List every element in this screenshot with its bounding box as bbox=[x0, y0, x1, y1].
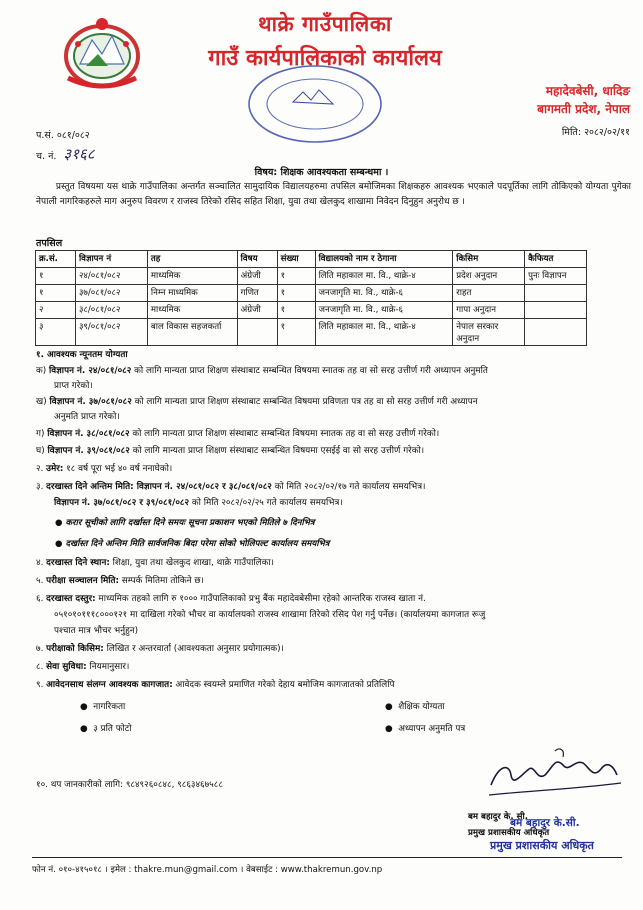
table-cell: १ bbox=[277, 319, 315, 346]
reference-ps: प.सं. ०८१/०८२ bbox=[36, 130, 90, 141]
table-cell: १ bbox=[36, 268, 76, 285]
col-header: कैफियत bbox=[525, 251, 587, 268]
exam-date: ५. परीक्षा सञ्चालन मिति: सम्पर्क मितिमा तोकिने छ। bbox=[36, 576, 204, 586]
reference-cn: च. नं. ३१६८ bbox=[36, 145, 95, 163]
col-header: विज्ञापन नं bbox=[75, 251, 147, 268]
table-row bbox=[36, 268, 587, 285]
government-emblem bbox=[58, 14, 146, 94]
handwritten-signature bbox=[485, 745, 625, 805]
table-cell bbox=[525, 319, 587, 346]
application-fee: ६. दरखास्त दस्तुर: माध्यमिक तहको लागि रु १००० गाउँपालिकाको प्रभु बैंक महादेवबेसीमा रहेको आन्तरिक राजस्व खाता नं. bbox=[36, 594, 426, 604]
office-seal bbox=[245, 62, 385, 146]
notice-contract-list: ● करार सूचीको लागि दर्खास्त दिने समयः सूचना प्रकाशन भएको मितिले ७ दिनभित्र bbox=[55, 518, 315, 528]
header-office: गाउँ कार्यपालिकाको कार्यालय bbox=[208, 46, 442, 71]
col-header: संख्या bbox=[277, 251, 315, 268]
header-municipality: थाक्रे गाउँपालिका bbox=[258, 12, 392, 36]
stamp-title: प्रमुख प्रशासकीय अधिकृत bbox=[490, 839, 594, 852]
document-item: ● नागरिकता bbox=[80, 702, 126, 712]
handwritten-dispatch-number: ३१६८ bbox=[63, 145, 95, 163]
table-cell: ३७/०८१/०८२ bbox=[75, 285, 147, 302]
address-line-2: बागमती प्रदेश, नेपाल bbox=[537, 102, 630, 116]
table-cell: बाल विकास सहजकर्ता bbox=[147, 319, 237, 346]
table-cell: पुनः विज्ञापन bbox=[525, 268, 587, 285]
intro-paragraph: प्रस्तुत विषयमा यस थाक्रे गाउँपालिका अन्तर्गत सञ्चालित सामुदायिक विद्यालयहरुमा तपसिल बमोजिमका शिक्षकहरु आवश्यक भएकाले पदपूर्तिका लागि तोकिएको योग्यता पुगेका नेपाली नागरिकहरुले माग अनुरुप विवरण र राजस्व तिरेको रसिद सहित शिक्षा, युवा तथा खेलकुद शाखामा निवेदन दिनुहुन अनुरोध छ । bbox=[36, 182, 631, 207]
required-documents: ९. आवेदनसाथ संलग्न आवश्यक कागजात: आवेदक स्वयम्ले प्रमाणित गरेको देहाय बमोजिम कागजातको प्रतिलिपि bbox=[36, 680, 395, 690]
notice-holiday: ● दर्खास्त दिने अन्तिम मिति सार्वजनिक बिदा परेमा सोको भोलिपल्ट कार्यालय समयभित्र bbox=[55, 539, 330, 549]
col-header: विषय bbox=[237, 251, 277, 268]
table-cell bbox=[525, 285, 587, 302]
signatory-name: बम बहादुर के. सी. bbox=[468, 812, 528, 822]
contact-info: १०. थप जानकारीको लागि: ९८४९२६०८४८, ९८६३४६७५८८ bbox=[36, 780, 223, 790]
deadline-line-1: ३. दरखास्त दिने अन्तिम मिति: विज्ञापन नं. २४/०८१/०८२ र ३८/०८१/०८२ को मिति २०८२/०२/१७ गते कार्यालय समयभित्र। bbox=[36, 482, 426, 492]
exam-type: ७. परीक्षाको किसिम: लिखित र अन्तरवार्ता (आवश्यकता अनुसार प्रयोगात्मक)। bbox=[36, 644, 284, 654]
table-cell: गणित bbox=[237, 285, 277, 302]
vacancy-table bbox=[35, 250, 587, 346]
table-cell: माध्यमिक bbox=[147, 302, 237, 319]
letter-date: मिति: २०८२/०२/११ bbox=[561, 127, 630, 138]
col-header: किसिम bbox=[453, 251, 525, 268]
table-cell: निम्न माध्यमिक bbox=[147, 285, 237, 302]
table-cell: लिति महाकाल मा. वि., थाक्रे-४ bbox=[315, 268, 453, 285]
application-place: ४. दरखास्त दिने स्थान: शिक्षा, युवा तथा खेलकुद शाखा, थाक्रे गाउँपालिका। bbox=[36, 558, 274, 568]
application-fee-cont: ०५१०१०१११८०००१२१ मा दाखिला गरेको भौचर वा कार्यालयको राजस्व शाखामा तिरेको रसिद पेश गर्नु पर्नेछ। (कार्यालयमा कागजात रूजु bbox=[54, 610, 486, 620]
document-item: ● अध्यापन अनुमति पत्र bbox=[385, 724, 466, 734]
table-cell: १ bbox=[277, 268, 315, 285]
table-cell: नेपाल सरकार अनुदान bbox=[453, 319, 525, 346]
table-header-row bbox=[36, 251, 587, 268]
facility: ८. सेवा सुविधा: नियमानुसार। bbox=[36, 662, 130, 672]
footer-contact: फोन नं. ०१०-४१५०१८ । इमेल : thakre.mun@gmail.com । वेबसाईट : www.thakremun.gov.np bbox=[32, 857, 622, 875]
application-fee-cont2: पश्चात मात्र भौचर भर्नुहुन) bbox=[54, 626, 139, 636]
table-row bbox=[36, 285, 587, 302]
table-cell: लिति महाकाल मा. वि., थाक्रे-४ bbox=[315, 319, 453, 346]
table-cell: प्रदेश अनुदान bbox=[453, 268, 525, 285]
table-cell: ३८/०८१/०८२ bbox=[75, 302, 147, 319]
qualification-heading: १. आवश्यक न्यूनतम योग्यता bbox=[36, 350, 128, 360]
table-cell bbox=[525, 302, 587, 319]
qualification-item-ga: ग) विज्ञापन नं. ३८/०८१/०८२ को लागि मान्यता प्राप्त शिक्षण संस्थाबाट सम्बन्धित विषयमा स्नातक तह वा सो सरह उत्तीर्ण गरेको। bbox=[36, 429, 440, 439]
table-cell: जनजागृति मा. वि., थाक्रे-६ bbox=[315, 302, 453, 319]
qualification-item-kha: ख) विज्ञापन नं. ३७/०८१/०८२ को लागि मान्यता प्राप्त शिक्षण संस्थाबाट सम्बन्धित विषयमा प्रविणता पत्र तह वा सो सरह उत्तीर्ण गरी अध्यापन bbox=[36, 397, 478, 407]
table-cell: माध्यमिक bbox=[147, 268, 237, 285]
table-cell: १ bbox=[277, 302, 315, 319]
col-header: क्र.सं. bbox=[36, 251, 76, 268]
table-cell: ३ bbox=[36, 319, 76, 346]
col-header: विद्यालयको नाम र ठेगाना bbox=[315, 251, 453, 268]
document-item: ● शैक्षिक योग्यता bbox=[385, 702, 445, 712]
qualification-item-kha-cont: अनुमति प्राप्त गरेको। bbox=[54, 412, 120, 422]
table-cell: गापा अनुदान bbox=[453, 302, 525, 319]
table-cell bbox=[237, 319, 277, 346]
details-heading: तपसिल bbox=[36, 238, 63, 249]
table-cell: अंग्रेजी bbox=[237, 268, 277, 285]
deadline-line-2: विज्ञापन नं. ३७/०८१/०८२ र ३९/०८१/०८२ को मिति २०८२/०२/२५ गते कार्यालय समयभित्र। bbox=[54, 498, 343, 508]
col-header: तह bbox=[147, 251, 237, 268]
table-cell: १ bbox=[277, 285, 315, 302]
qualification-item-ka-cont: प्राप्त गरेको। bbox=[54, 381, 93, 391]
table-row bbox=[36, 319, 587, 346]
address-line-1: महादेवबेसी, धादिङ bbox=[545, 84, 630, 98]
age-requirement: २. उमेर: १८ वर्ष पूरा भई ४० वर्ष ननाघेको। bbox=[36, 464, 173, 474]
qualification-item-gha: घ) विज्ञापन नं. ३९/०८१/०८२ को लागि मान्यता प्राप्त शिक्षण संस्थाबाट सम्बन्धित विषयमा एसईई वा सो सरह उत्तीर्ण गरेको। bbox=[36, 446, 425, 456]
table-cell: २ bbox=[36, 302, 76, 319]
table-cell: २४/०८१/०८२ bbox=[75, 268, 147, 285]
qualification-item-ka: क) विज्ञापन नं. २४/०८१/०८२ को लागि मान्यता प्राप्त शिक्षण संस्थाबाट सम्बन्धित विषयमा स्नातक तह वा सो सरह उत्तीर्ण गरी अध्यापन अनुमति bbox=[36, 366, 488, 376]
document-item: ● ३ प्रति फोटो bbox=[80, 724, 132, 734]
table-cell: १ bbox=[36, 285, 76, 302]
table-row bbox=[36, 302, 587, 319]
table-cell: ३९/०८१/०८२ bbox=[75, 319, 147, 346]
signatory-title: प्रमुख प्रशासकीय अधिकृत bbox=[468, 828, 550, 838]
letter-subject: विषय: शिक्षक आवश्यकता सम्बन्धमा । bbox=[254, 167, 389, 178]
table-cell: जनजागृति मा. वि., थाक्रे-६ bbox=[315, 285, 453, 302]
table-cell: अंग्रेजी bbox=[237, 302, 277, 319]
table-cell: राहत bbox=[453, 285, 525, 302]
stamp-name: बम बहादुर के.सी. bbox=[510, 817, 580, 829]
